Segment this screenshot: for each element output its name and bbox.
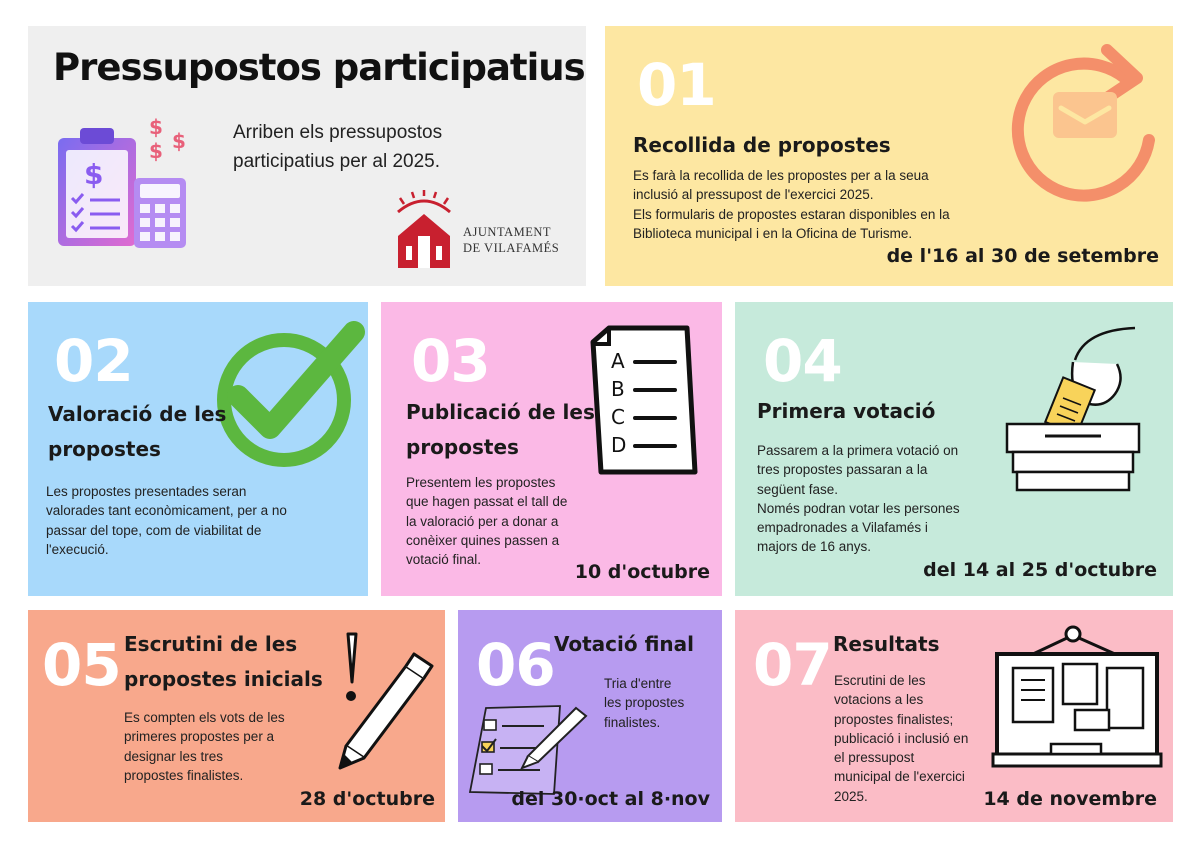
step-date: 14 de novembre — [983, 788, 1157, 810]
step-title: Recollida de propostes — [633, 133, 891, 157]
step-text: Es farà la recollida de les propostes per a la seua inclusió al pressupost de l'exercici 2025. Els formularis de propostes estaran disponibles en la Biblioteca municipal i en la Oficina de Turisme. — [633, 168, 950, 241]
step-number: 03 — [411, 327, 490, 395]
step-number: 07 — [753, 631, 832, 699]
step-title: Escrutini de les propostes inicials — [124, 632, 323, 691]
step-number: 05 — [42, 631, 121, 699]
step-card-06 — [458, 610, 722, 822]
step-card-05 — [28, 610, 445, 822]
step-text: Passarem a la primera votació on tres propostes passaran a la següent fase. Només podran votar les persones empadronades a Vilafamés i majors de 16 anys. — [757, 443, 960, 555]
step-date: de l'16 al 30 de setembre — [886, 245, 1159, 267]
header-card — [28, 26, 586, 286]
step-number: 01 — [637, 51, 716, 119]
ballot-box-icon — [1005, 320, 1155, 495]
svg-text:$: $ — [84, 158, 104, 191]
intro-text: Arriben els pressupostos participatius per al 2025. — [233, 122, 443, 172]
svg-text:$: $ — [172, 129, 186, 153]
abcd-list-icon — [587, 322, 707, 482]
step-title: Votació final — [554, 632, 695, 656]
budget-clipboard-icon — [52, 114, 192, 254]
checklist-pen-icon — [464, 702, 594, 802]
step-card-01 — [605, 26, 1173, 286]
step-text: Presentem les propostes que hagen passat el tall de la valoració per a donar a conèixer quines passen a votació final. — [406, 475, 568, 568]
step-card-04 — [735, 302, 1173, 596]
notice-board-icon — [991, 622, 1166, 772]
logo-line-1: AJUNTAMENT — [463, 225, 552, 239]
step-card-03 — [381, 302, 722, 596]
town-hall-logo-icon — [394, 192, 454, 268]
step-date: del 14 al 25 d'octubre — [923, 559, 1157, 581]
step-date: del 30·oct al 8·nov — [511, 788, 710, 810]
svg-text:B: B — [611, 377, 625, 401]
step-title: Valoració de les propostes — [48, 402, 227, 461]
step-text: Es compten els vots de les primeres propostes per a designar les tres propostes finalistes. — [124, 710, 285, 783]
step-text: Escrutini de les votacions a les propostes finalistes; publicació i inclusió en el pressupost municipal de l'exercici 2025. — [834, 673, 969, 804]
checkmark-circle-icon — [208, 324, 358, 474]
svg-text:C: C — [611, 405, 625, 429]
step-number: 06 — [476, 631, 555, 699]
step-date: 10 d'octubre — [574, 561, 710, 583]
step-number: 04 — [763, 327, 842, 395]
page-title: Pressupostos participatius — [53, 46, 585, 89]
pencil-exclamation-icon — [334, 626, 444, 776]
step-date: 28 d'octubre — [299, 788, 435, 810]
svg-text:A: A — [611, 349, 625, 373]
step-title: Publicació de les propostes — [406, 400, 595, 459]
step-title: Primera votació — [757, 399, 936, 423]
logo-text — [463, 224, 559, 256]
svg-text:D: D — [611, 433, 627, 457]
step-text: Les propostes presentades seran valorades tant econòmicament, per a no passar del tope, com de viabilitat de l'execució. — [46, 484, 287, 557]
step-title: Resultats — [833, 632, 940, 656]
refresh-envelope-icon — [1007, 40, 1167, 200]
step-card-07 — [735, 610, 1173, 822]
step-card-02 — [28, 302, 368, 596]
step-number: 02 — [54, 327, 133, 395]
step-text: Tria d'entre les propostes finalistes. — [604, 676, 685, 730]
svg-text:$: $ — [149, 139, 163, 163]
logo-line-2: DE VILAFAMÉS — [463, 241, 560, 255]
svg-text:$: $ — [149, 115, 163, 139]
